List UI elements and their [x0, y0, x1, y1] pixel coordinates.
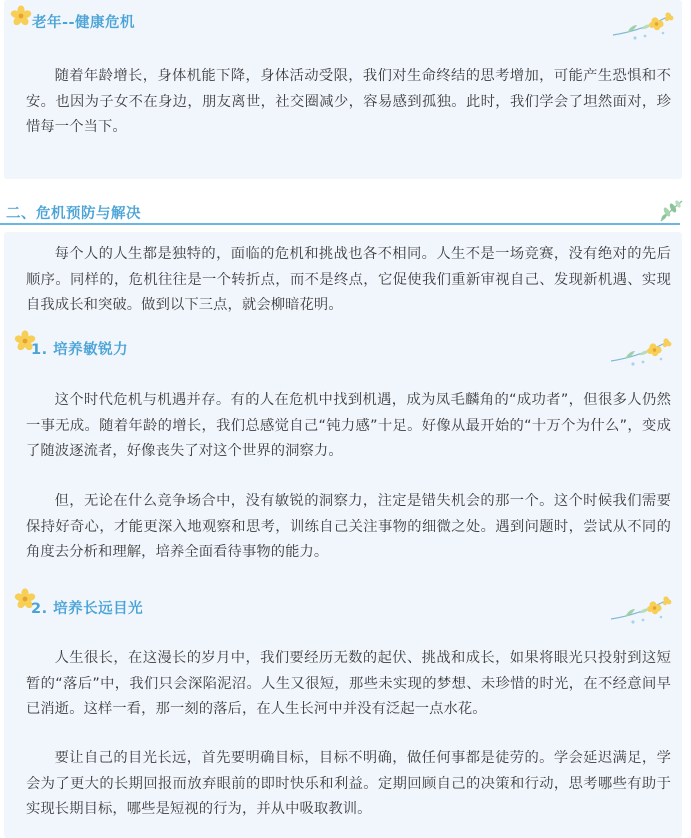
paragraph: 这个时代危机与机遇并存。有的人在危机中找到机遇，成为凤毛麟角的“成功者”，但很多人仍然一事无成。随着年龄的增长，我们总感觉自己“钝力感”十足。好像从最开始的“十万个为什么”，变成了随波逐流者，好像丧失了对这个世界的洞察力。 — [26, 392, 671, 459]
flower-icon — [10, 5, 32, 27]
paragraph: 但，无论在什么竞争场合中，没有敏锐的洞察力，注定是错失机会的那一个。这个时候我们需要保持好奇心，才能更深入地观察和思考，训练自己关注事物的细微之处。遇到问题时，尝试从不同的角度去分析和理解，培养全面看待事物的能力。 — [26, 493, 671, 560]
section-header — [0, 199, 691, 227]
section-title: 二、危机预防与解决 — [6, 206, 141, 222]
paragraph: 要让自己的目光长远，首先要明确目标，目标不明确，做任何事都是徒劳的。学会延迟满足，学会为了更大的长期回报而放弃眼前的即时快乐和利益。定期回顾自己的决策和行动，思考哪些有助于实现长期目标，哪些是短视的行为，并从中吸取教训。 — [26, 750, 671, 817]
flower-sprig-icon — [609, 335, 673, 369]
card-title: 老年--健康危机 — [32, 15, 136, 31]
paragraph: 随着年龄增长，身体机能下降，身体活动受限，我们对生命终结的思考增加，可能产生恐惧和不安。也因为子女不在身边，朋友离世，社交圈减少，容易感到孤独。此时，我们学会了坦然面对，珍惜每一个当下。 — [26, 68, 671, 135]
flower-sprig-icon — [609, 593, 673, 627]
subsection-title: 1. 培养敏锐力 — [31, 342, 129, 358]
flower-sprig-icon — [611, 9, 675, 43]
paragraph: 每个人的人生都是独特的，面临的危机和挑战也各不相同。人生不是一场竞赛，没有绝对的先后顺序。同样的，危机往往是一个转折点，而不是终点，它促使我们重新审视自己、发现新机遇、实现自我成长和突破。做到以下三点，就会柳暗花明。 — [26, 246, 671, 313]
section-divider — [0, 223, 680, 225]
subsection-title: 2. 培养长远目光 — [31, 601, 144, 617]
paragraph: 人生很长，在这漫长的岁月中，我们要经历无数的起伏、挑战和成长，如果将眼光只投射到这短暂的“落后”中，我们只会深陷泥沼。人生又很短，那些未实现的梦想、未珍惜的时光，在不经意间早已消逝。这样一看，那一刻的落后，在人生长河中并没有泛起一点水花。 — [26, 650, 671, 717]
leaf-icon — [658, 199, 684, 223]
